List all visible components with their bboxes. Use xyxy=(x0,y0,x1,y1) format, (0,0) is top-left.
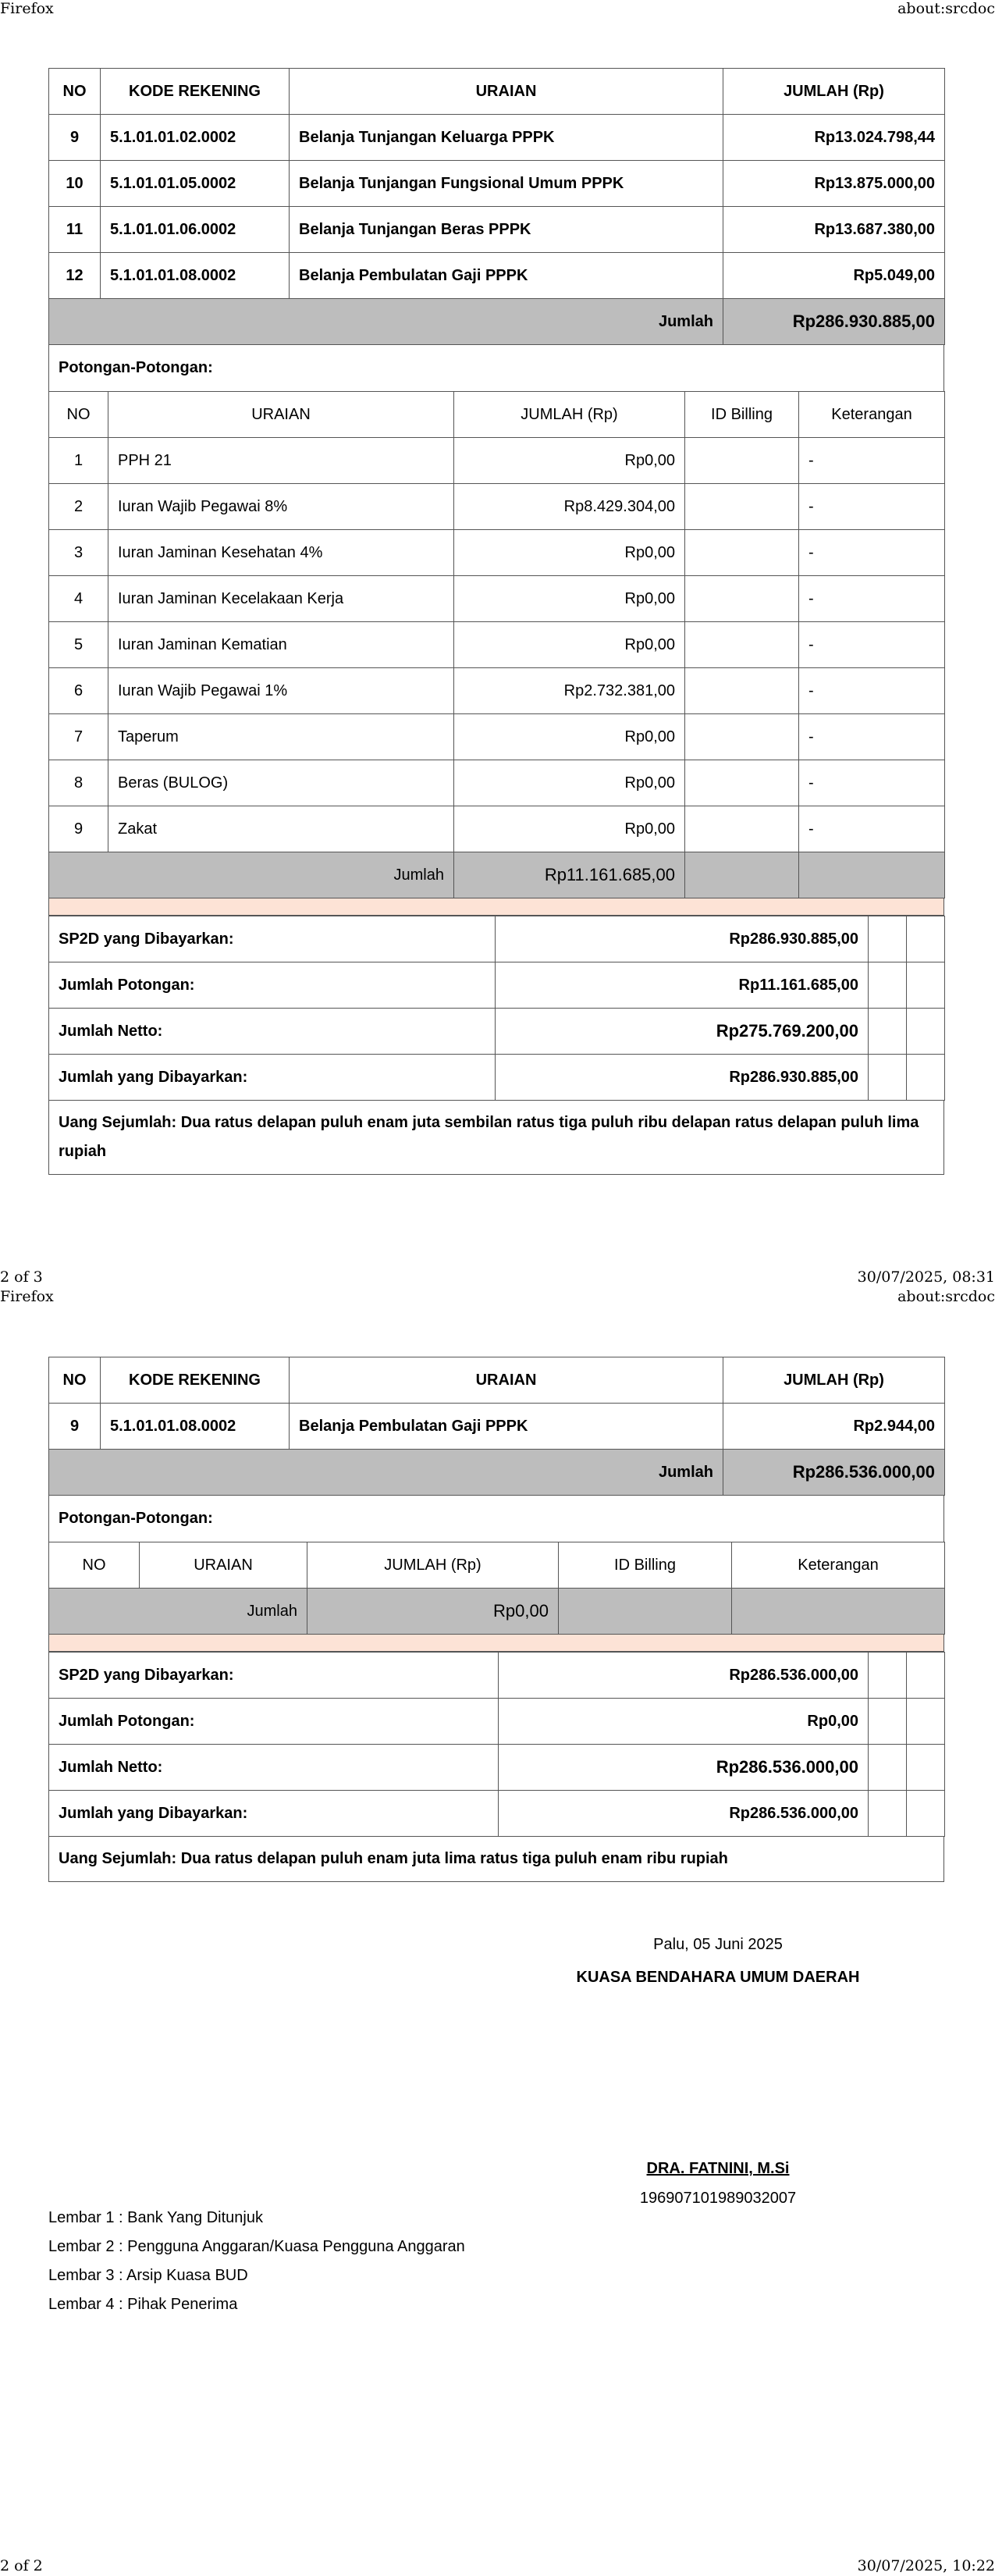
jumlah-row xyxy=(49,299,945,345)
pot-ket: - xyxy=(799,576,945,622)
potongan-header-row xyxy=(49,392,945,438)
pot-jumlah: Rp0,00 xyxy=(454,530,685,576)
pot-no: 4 xyxy=(49,576,108,622)
page-footer-left: 2 of 2 xyxy=(0,2557,43,2574)
jumlah-value: Rp286.536.000,00 xyxy=(723,1450,945,1496)
summary-value: Rp286.930.885,00 xyxy=(496,1055,869,1101)
uang-sejumlah: Uang Sejumlah: Dua ratus delapan puluh enam juta sembilan ratus tiga puluh ribu delapan ratus delapan puluh lima rupiah xyxy=(48,1101,944,1175)
row-jumlah: Rp13.687.380,00 xyxy=(723,207,945,253)
table-row xyxy=(49,622,945,668)
pot-billing xyxy=(685,668,799,714)
pot-jumlah: Rp0,00 xyxy=(454,760,685,806)
pot-uraian: Iuran Wajib Pegawai 8% xyxy=(108,484,454,530)
pot-jumlah-label: Jumlah xyxy=(49,1589,307,1635)
pot-no: 5 xyxy=(49,622,108,668)
pot-uraian: Beras (BULOG) xyxy=(108,760,454,806)
pot-uraian: Zakat xyxy=(108,806,454,852)
pot-billing xyxy=(685,576,799,622)
summary-row xyxy=(49,1745,945,1791)
page-footer-right: 30/07/2025, 08:31 xyxy=(857,1268,995,1286)
pot-no: 8 xyxy=(49,760,108,806)
pot-jumlah: Rp0,00 xyxy=(454,806,685,852)
table-row xyxy=(49,1404,945,1450)
pot-jumlah-value: Rp0,00 xyxy=(307,1589,559,1635)
table-row xyxy=(49,253,945,299)
pot-jumlah: Rp0,00 xyxy=(454,714,685,760)
page-footer-left: 2 of 3 xyxy=(0,1268,43,1286)
jumlah-label: Jumlah xyxy=(49,1450,723,1496)
table-row xyxy=(49,760,945,806)
summary-blank xyxy=(907,962,945,1009)
table-row xyxy=(49,806,945,852)
pot-jumlah: Rp0,00 xyxy=(454,576,685,622)
pot-ket: - xyxy=(799,530,945,576)
summary-blank xyxy=(869,1745,907,1791)
row-uraian: Belanja Tunjangan Beras PPPK xyxy=(290,207,723,253)
row-jumlah: Rp5.049,00 xyxy=(723,253,945,299)
pot-uraian: PPH 21 xyxy=(108,438,454,484)
pot-col-billing: ID Billing xyxy=(685,392,799,438)
table-row xyxy=(49,484,945,530)
summary-value: Rp286.536.000,00 xyxy=(499,1791,869,1837)
summary-blank xyxy=(869,1009,907,1055)
pot-uraian: Iuran Jaminan Kematian xyxy=(108,622,454,668)
summary-label: SP2D yang Dibayarkan: xyxy=(49,916,496,962)
row-jumlah: Rp13.875.000,00 xyxy=(723,161,945,207)
page-footer-right: 30/07/2025, 10:22 xyxy=(857,2557,995,2574)
col-uraian: URAIAN xyxy=(290,69,723,115)
summary-blank xyxy=(869,1653,907,1699)
pot-billing xyxy=(685,438,799,484)
pot-no: 1 xyxy=(49,438,108,484)
pot-ket: - xyxy=(799,668,945,714)
lembar-item: Lembar 4 : Pihak Penerima xyxy=(48,2296,238,2313)
pot-jumlah-billing xyxy=(685,852,799,898)
col-no: NO xyxy=(49,69,101,115)
col-no: NO xyxy=(49,1357,101,1404)
summary-label: Jumlah Potongan: xyxy=(49,962,496,1009)
summary-blank xyxy=(869,1055,907,1101)
pot-billing xyxy=(685,714,799,760)
pot-col-jumlah: JUMLAH (Rp) xyxy=(454,392,685,438)
summary-blank xyxy=(907,1055,945,1101)
pot-uraian: Taperum xyxy=(108,714,454,760)
summary-blank xyxy=(869,916,907,962)
summary-label: SP2D yang Dibayarkan: xyxy=(49,1653,499,1699)
pot-jumlah: Rp8.429.304,00 xyxy=(454,484,685,530)
col-kode: KODE REKENING xyxy=(101,1357,290,1404)
pot-col-billing: ID Billing xyxy=(559,1542,732,1589)
pot-col-no: NO xyxy=(49,1542,140,1589)
signer-name: DRA. FATNINI, M.Si xyxy=(646,2160,790,2177)
browser-header-left: Firefox xyxy=(0,0,54,17)
summary-value: Rp0,00 xyxy=(499,1699,869,1745)
pot-col-keterangan: Keterangan xyxy=(732,1542,945,1589)
place-date: Palu, 05 Juni 2025 xyxy=(653,1936,783,1953)
lembar-item: Lembar 1 : Bank Yang Ditunjuk xyxy=(48,2209,263,2226)
summary-row xyxy=(49,916,945,962)
row-kode: 5.1.01.01.08.0002 xyxy=(101,253,290,299)
pot-ket: - xyxy=(799,622,945,668)
pot-jumlah: Rp2.732.381,00 xyxy=(454,668,685,714)
row-kode: 5.1.01.01.05.0002 xyxy=(101,161,290,207)
browser-header-right: about:srcdoc xyxy=(897,1288,995,1305)
summary-table xyxy=(48,916,945,1101)
row-kode: 5.1.01.01.02.0002 xyxy=(101,115,290,161)
row-kode: 5.1.01.01.06.0002 xyxy=(101,207,290,253)
row-no: 11 xyxy=(49,207,101,253)
summary-value: Rp11.161.685,00 xyxy=(496,962,869,1009)
summary-blank xyxy=(907,916,945,962)
pot-no: 9 xyxy=(49,806,108,852)
pot-ket: - xyxy=(799,438,945,484)
pot-billing xyxy=(685,530,799,576)
pot-col-jumlah: JUMLAH (Rp) xyxy=(307,1542,559,1589)
potongan-label: Potongan-Potongan: xyxy=(48,1496,944,1542)
col-kode: KODE REKENING xyxy=(101,69,290,115)
browser-header-right: about:srcdoc xyxy=(897,0,995,17)
summary-row xyxy=(49,962,945,1009)
pot-ket: - xyxy=(799,760,945,806)
pot-billing xyxy=(685,806,799,852)
pot-ket: - xyxy=(799,484,945,530)
pot-uraian: Iuran Wajib Pegawai 1% xyxy=(108,668,454,714)
col-jumlah: JUMLAH (Rp) xyxy=(723,69,945,115)
table-row xyxy=(49,161,945,207)
summary-label: Jumlah yang Dibayarkan: xyxy=(49,1055,496,1101)
summary-row xyxy=(49,1055,945,1101)
table-header-row xyxy=(49,1357,945,1404)
lembar-item: Lembar 2 : Pengguna Anggaran/Kuasa Pengguna Anggaran xyxy=(48,2238,465,2255)
summary-label: Jumlah Potongan: xyxy=(49,1699,499,1745)
pot-jumlah-row xyxy=(49,852,945,898)
summary-row xyxy=(49,1653,945,1699)
signer-nip: 196907101989032007 xyxy=(639,2190,797,2207)
pot-billing xyxy=(685,622,799,668)
table-row xyxy=(49,438,945,484)
pot-jumlah-ket xyxy=(732,1589,945,1635)
pot-jumlah: Rp0,00 xyxy=(454,622,685,668)
pot-jumlah-label: Jumlah xyxy=(49,852,454,898)
summary-row xyxy=(49,1009,945,1055)
summary-label: Jumlah yang Dibayarkan: xyxy=(49,1791,499,1837)
table-header-row xyxy=(49,69,945,115)
separator-band xyxy=(48,898,944,916)
row-uraian: Belanja Tunjangan Fungsional Umum PPPK xyxy=(290,161,723,207)
pot-no: 6 xyxy=(49,668,108,714)
pot-billing xyxy=(685,760,799,806)
separator-band xyxy=(48,1635,944,1652)
lembar-item: Lembar 3 : Arsip Kuasa BUD xyxy=(48,2267,248,2284)
row-no: 12 xyxy=(49,253,101,299)
table-row xyxy=(49,714,945,760)
row-jumlah: Rp2.944,00 xyxy=(723,1404,945,1450)
summary-blank xyxy=(907,1791,945,1837)
uang-sejumlah: Uang Sejumlah: Dua ratus delapan puluh enam juta lima ratus tiga puluh enam ribu rupiah xyxy=(48,1837,944,1882)
pot-uraian: Iuran Jaminan Kesehatan 4% xyxy=(108,530,454,576)
summary-blank xyxy=(869,962,907,1009)
row-no: 9 xyxy=(49,115,101,161)
summary-row xyxy=(49,1699,945,1745)
pot-jumlah-ket xyxy=(799,852,945,898)
summary-blank xyxy=(907,1653,945,1699)
row-jumlah: Rp13.024.798,44 xyxy=(723,115,945,161)
pot-ket: - xyxy=(799,806,945,852)
lembar-list xyxy=(48,2204,465,2319)
summary-value: Rp286.930.885,00 xyxy=(496,916,869,962)
pot-no: 2 xyxy=(49,484,108,530)
row-uraian: Belanja Pembulatan Gaji PPPK xyxy=(290,1404,723,1450)
pot-no: 7 xyxy=(49,714,108,760)
summary-blank xyxy=(869,1699,907,1745)
summary-value: Rp286.536.000,00 xyxy=(499,1745,869,1791)
table-row xyxy=(49,576,945,622)
jumlah-value: Rp286.930.885,00 xyxy=(723,299,945,345)
summary-row xyxy=(49,1791,945,1837)
pot-col-uraian: URAIAN xyxy=(108,392,454,438)
col-jumlah: JUMLAH (Rp) xyxy=(723,1357,945,1404)
potongan-label: Potongan-Potongan: xyxy=(48,345,944,391)
sp2d-section-page2 xyxy=(48,1357,944,1882)
summary-blank xyxy=(869,1791,907,1837)
browser-header-left: Firefox xyxy=(0,1288,54,1305)
row-no: 9 xyxy=(49,1404,101,1450)
potongan-header-row xyxy=(49,1542,945,1589)
pot-col-uraian: URAIAN xyxy=(140,1542,307,1589)
signer-title: KUASA BENDAHARA UMUM DAERAH xyxy=(576,1969,860,1986)
col-uraian: URAIAN xyxy=(290,1357,723,1404)
table-row xyxy=(49,530,945,576)
jumlah-row xyxy=(49,1450,945,1496)
table-row xyxy=(49,668,945,714)
pot-col-keterangan: Keterangan xyxy=(799,392,945,438)
summary-blank xyxy=(907,1009,945,1055)
pot-jumlah-billing xyxy=(559,1589,732,1635)
pot-uraian: Iuran Jaminan Kecelakaan Kerja xyxy=(108,576,454,622)
potongan-table xyxy=(48,1542,945,1635)
pot-jumlah-value: Rp11.161.685,00 xyxy=(454,852,685,898)
summary-value: Rp275.769.200,00 xyxy=(496,1009,869,1055)
pot-jumlah-row xyxy=(49,1589,945,1635)
summary-value: Rp286.536.000,00 xyxy=(499,1653,869,1699)
summary-table xyxy=(48,1652,945,1837)
row-kode: 5.1.01.01.08.0002 xyxy=(101,1404,290,1450)
pot-col-no: NO xyxy=(49,392,108,438)
rekening-table xyxy=(48,1357,945,1496)
pot-billing xyxy=(685,484,799,530)
pot-jumlah: Rp0,00 xyxy=(454,438,685,484)
sp2d-section-page1 xyxy=(48,68,944,1175)
summary-blank xyxy=(907,1745,945,1791)
row-uraian: Belanja Tunjangan Keluarga PPPK xyxy=(290,115,723,161)
summary-label: Jumlah Netto: xyxy=(49,1009,496,1055)
summary-blank xyxy=(907,1699,945,1745)
table-row xyxy=(49,115,945,161)
jumlah-label: Jumlah xyxy=(49,299,723,345)
pot-ket: - xyxy=(799,714,945,760)
potongan-table xyxy=(48,391,945,898)
summary-label: Jumlah Netto: xyxy=(49,1745,499,1791)
pot-no: 3 xyxy=(49,530,108,576)
row-no: 10 xyxy=(49,161,101,207)
table-row xyxy=(49,207,945,253)
row-uraian: Belanja Pembulatan Gaji PPPK xyxy=(290,253,723,299)
rekening-table xyxy=(48,68,945,345)
